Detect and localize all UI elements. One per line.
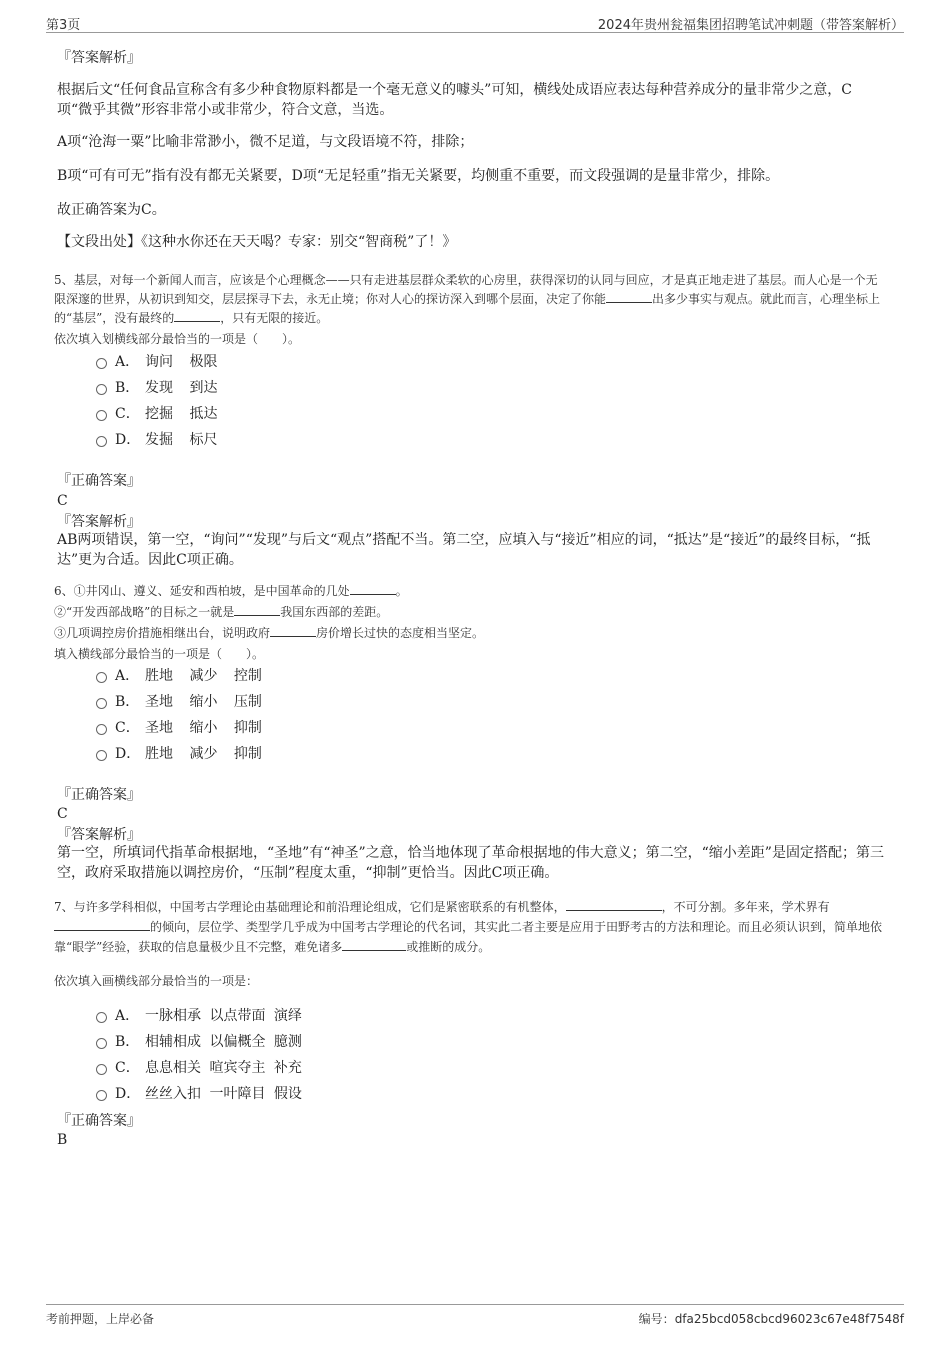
q4-analysis-p1: 根据后文“任何食品宣称含有多少种食物原料都是一个毫无意义的噱头”可知，横线处成语应表达每种营养成分的量非常少之意，C项“微乎其微”形容非常小或非常少，符合文意，当选。 [57,82,853,118]
radio-icon[interactable] [96,384,107,395]
page-footer [46,1304,904,1327]
q7-prompt: 依次填入画横线部分最恰当的一项是： [54,974,259,988]
radio-icon[interactable] [96,724,107,735]
q6-option-d[interactable]: D． 胜地 减少 抑制 [96,744,262,764]
q5-option-b[interactable]: B． 发现 到达 [96,378,217,398]
q7-option-b[interactable]: B． 相辅相成 以偏概全 臆测 [96,1032,302,1052]
q4-analysis-conclusion: 故正确答案为C。 [57,202,166,218]
q6-answer-heading: 『正确答案』 [57,787,141,803]
q6-line-1: 6、①井冈山、遵义、延安和西柏坡，是中国革命的几处 。 [54,584,408,598]
radio-icon[interactable] [96,698,107,709]
q5-option-d[interactable]: D． 发掘 标尺 [96,430,217,450]
q5-stem: 5、基层，对每一个新闻人而言，应该是个心理概念——只有走进基层群众柔软的心房里，获得深切的认同与回应，才是真正地走进了基层。而人心是一个无限深邃的世界，从初识到知交，层层探寻下去，永无止境；你对人心的探访深入到哪个层面，决定了你能 出多少事实与观点。就此而言，心理坐标上的“基层”，没有最终的 ，只有无限的接近。 [54,273,881,325]
q5-option-a[interactable]: A． 询问 极限 [96,352,217,372]
q6-line-3: ③几项调控房价措施相继出台，说明政府 房价增长过快的态度相当坚定。 [54,626,485,640]
radio-icon[interactable] [96,358,107,369]
page-header [46,12,904,33]
q4-analysis-p3: B项“可有可无”指有没有都无关紧要，D项“无足轻重”指无关紧要，均侧重不重要，而文段强调的是量非常少，排除。 [57,168,780,184]
q7-option-a[interactable]: A． 一脉相承 以点带面 演绎 [96,1006,302,1026]
q5-answer-heading: 『正确答案』 [57,473,141,489]
radio-icon[interactable] [96,1038,107,1049]
radio-icon[interactable] [96,1064,107,1075]
q4-source: 【文段出处】《这种水你还在天天喝？专家：别交“智商税”了！》 [57,234,457,250]
footer-slogan: 考前押题，上岸必备 [46,1312,155,1326]
q7-answer-heading: 『正确答案』 [57,1113,141,1129]
document-title: 2024年贵州瓮福集团招聘笔试冲刺题（带答案解析） [597,18,904,33]
q7-option-d[interactable]: D． 丝丝入扣 一叶障目 假设 [96,1084,302,1104]
q7-option-c[interactable]: C． 息息相关 喧宾夺主 补充 [96,1058,302,1078]
radio-icon[interactable] [96,672,107,683]
q5-prompt: 依次填入划横线部分最恰当的一项是（ ）。 [54,332,301,346]
q5-option-c[interactable]: C． 挖掘 抵达 [96,404,217,424]
q6-prompt: 填入横线部分最恰当的一项是（ ）。 [54,647,265,661]
q6-analysis: 第一空，所填词代指革命根据地，“圣地”有“神圣”之意，恰当地体现了革命根据地的伟大意义；第二空，“缩小差距”是固定搭配；第三空，政府采取措施以调控房价，“压制”程度太重，“抑制”更恰当。因此C项正确。 [57,845,884,881]
q6-answer: C [57,806,68,822]
q4-analysis-heading: 『答案解析』 [57,50,141,66]
q5-answer: C [57,493,68,509]
q6-option-a[interactable]: A． 胜地 减少 控制 [96,666,262,686]
radio-icon[interactable] [96,750,107,761]
radio-icon[interactable] [96,1012,107,1023]
q7-answer: B [57,1132,68,1148]
document-code: 编号：dfa25bcd058cbcd96023c67e48f7548f [638,1312,904,1326]
q4-analysis-p2: A项“沧海一粟”比喻非常渺小，微不足道，与文段语境不符，排除； [57,134,474,150]
q5-analysis: AB两项错误，第一空，“询问”“发现”与后文“观点”搭配不当。第二空，应填入与“接近”相应的词，“抵达”是“接近”的最终目标，“抵达”更为合适。因此C项正确。 [57,532,871,568]
radio-icon[interactable] [96,436,107,447]
radio-icon[interactable] [96,1090,107,1101]
radio-icon[interactable] [96,410,107,421]
q6-option-c[interactable]: C． 圣地 缩小 抑制 [96,718,262,738]
q6-option-b[interactable]: B． 圣地 缩小 压制 [96,692,262,712]
q6-analysis-heading: 『答案解析』 [57,827,141,843]
page-number: 第3页 [46,18,81,33]
q5-analysis-heading: 『答案解析』 [57,514,141,530]
q7-stem: 7、与许多学科相似，中国考古学理论由基础理论和前沿理论组成，它们是紧密联系的有机整体， ，不可分割。多年来，学术界有的倾向，层位学、类型学几乎成为中国考古学理论的代名词，其实此二者主要是应用于田野考古的方法和理论。而且必须认识到，简单地依靠“眼学”经验，获取的信息量极少且不完整，难免诸多 或推断的成分。 [54,900,883,954]
q6-line-2: ②“开发西部战略”的目标之一就是 我国东西部的差距。 [54,605,389,619]
